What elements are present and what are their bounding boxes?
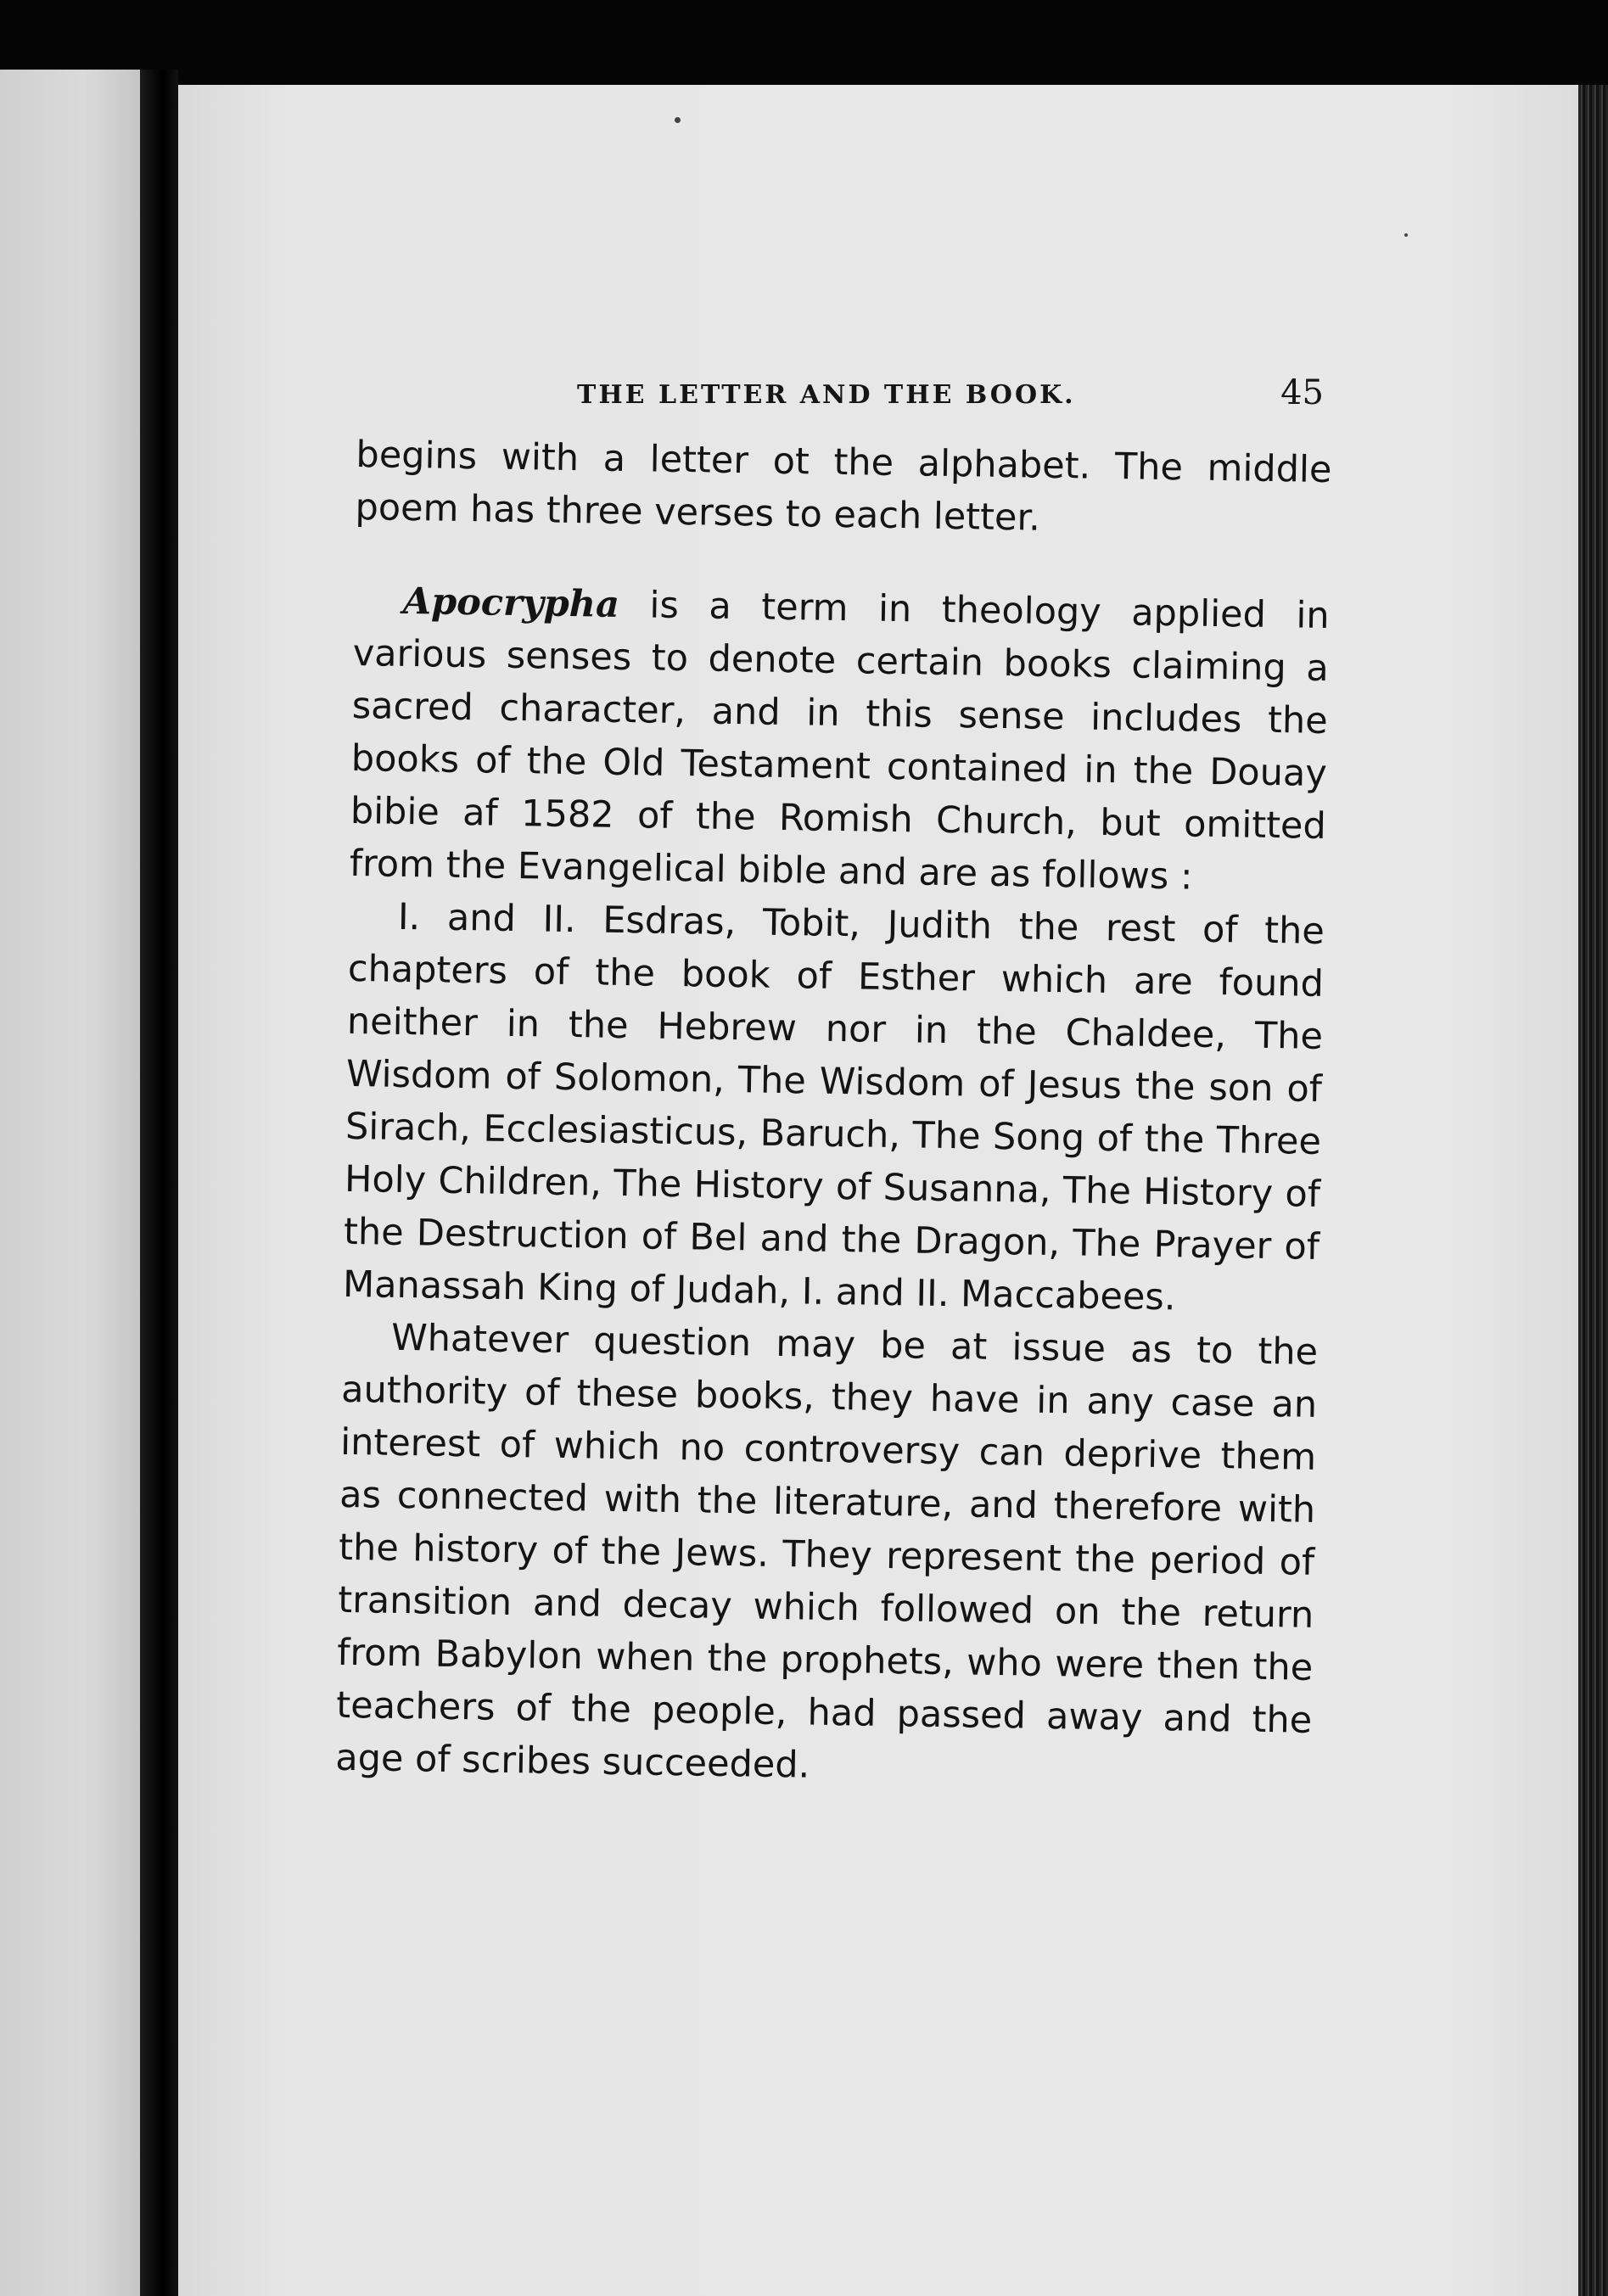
page-header [356, 373, 1332, 433]
definition-text: is a term in theology applied in various senses to denote certain books claiming a sacred character, and in this sense includes the books of the Old Testament contained in the Douay bibie af 1582 of the Romish Church, but omitted from the Evangelical bible and are as follows : [349, 583, 1331, 899]
page-speck [1404, 233, 1408, 237]
defined-term: Apocrypha [402, 580, 620, 626]
paragraph-continued: begins with a letter ot the alphabet. The middle poem has three verses to each letter. [355, 433, 1332, 540]
paragraph-authority: Whatever question may be at issue as to the authority of these books, they have in any case an interest of which no controversy can deprive them as connected with the literature, and therefore with the history of the Jews. They represent the period of transition and decay which followed on the return from Babylon when the prophets, who were then the teachers of the people, had passed away and the age of scribes succeeded. [334, 1316, 1319, 1787]
book-gutter [140, 70, 178, 2296]
paragraph-apocrypha-definition [349, 574, 1330, 905]
page-body-text [335, 428, 1332, 1800]
page-number: 45 [1280, 373, 1324, 412]
facing-page-edge [0, 70, 140, 2296]
running-head: THE LETTER AND THE BOOK. [577, 380, 1076, 410]
paragraph-book-list: I. and II. Esdras, Tobit, Judith the rest of the chapters of the book of Esther which are found neither in the Hebrew nor in the Chaldee, The Wisdom of Solomon, The Wisdom of Jesus the son of Sirach, Ecclesiasticus, Baruch, The Song of the Three Holy Children, The History of Susanna, The History of the Destruction of Bel and the Dragon, The Prayer of Manassah King of Judah, I. and II. Maccabees. [342, 895, 1325, 1319]
page-speck [675, 117, 681, 123]
book-fore-edge [1578, 85, 1608, 2296]
